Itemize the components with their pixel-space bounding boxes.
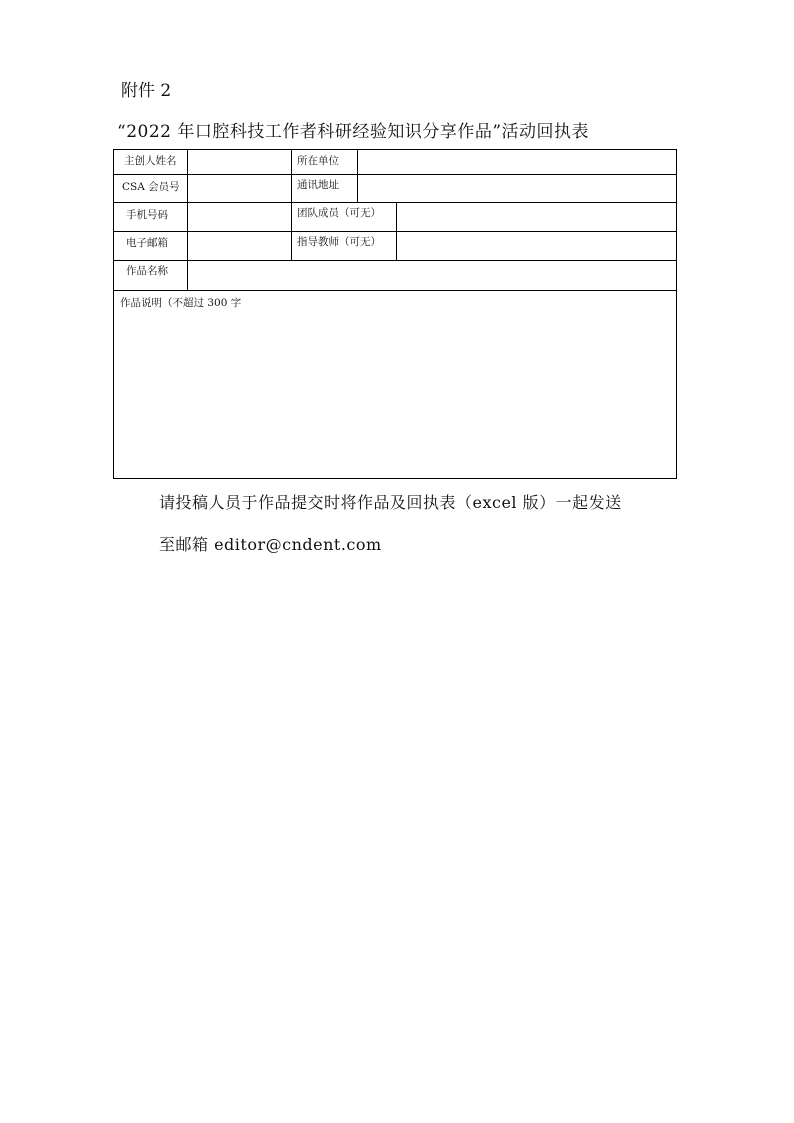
description-label: 作品说明（不超过 300 字	[120, 297, 242, 309]
row-divider	[114, 174, 676, 175]
col-divider	[357, 150, 358, 202]
organization-label: 所在单位	[297, 155, 339, 167]
submission-note-line2: 至邮箱 editor@cndent.com	[159, 535, 382, 554]
advisor-label: 指导教师（可无）	[297, 236, 381, 248]
creator-name-label: 主创人姓名	[124, 155, 177, 167]
csa-member-field[interactable]	[189, 176, 289, 201]
phone-label: 手机号码	[126, 209, 168, 221]
advisor-field[interactable]	[398, 233, 675, 259]
csa-member-label: CSA 会员号	[122, 181, 180, 193]
email-label: 电子邮箱	[126, 237, 168, 249]
form-title: “2022 年口腔科技工作者科研经验知识分享作品”活动回执表	[117, 122, 590, 142]
organization-field[interactable]	[359, 151, 675, 173]
email-field[interactable]	[189, 233, 289, 259]
team-members-field[interactable]	[398, 204, 675, 230]
work-title-label: 作品名称	[126, 265, 168, 277]
row-divider	[114, 202, 676, 203]
description-field[interactable]	[116, 312, 674, 476]
row-divider	[114, 260, 676, 261]
row-divider	[114, 290, 676, 291]
receipt-form-table	[113, 149, 677, 479]
team-members-label: 团队成员（可无）	[297, 207, 381, 219]
creator-name-field[interactable]	[189, 151, 289, 173]
address-label: 通讯地址	[297, 179, 339, 191]
col-divider	[291, 150, 292, 260]
phone-field[interactable]	[189, 204, 289, 230]
work-title-field[interactable]	[189, 262, 675, 289]
submission-note-line1: 请投稿人员于作品提交时将作品及回执表（excel 版）一起发送	[159, 493, 622, 512]
row-divider	[114, 231, 676, 232]
col-divider	[396, 202, 397, 260]
address-field[interactable]	[359, 176, 675, 201]
col-divider	[187, 150, 188, 290]
attachment-label: 附件 2	[121, 81, 172, 101]
